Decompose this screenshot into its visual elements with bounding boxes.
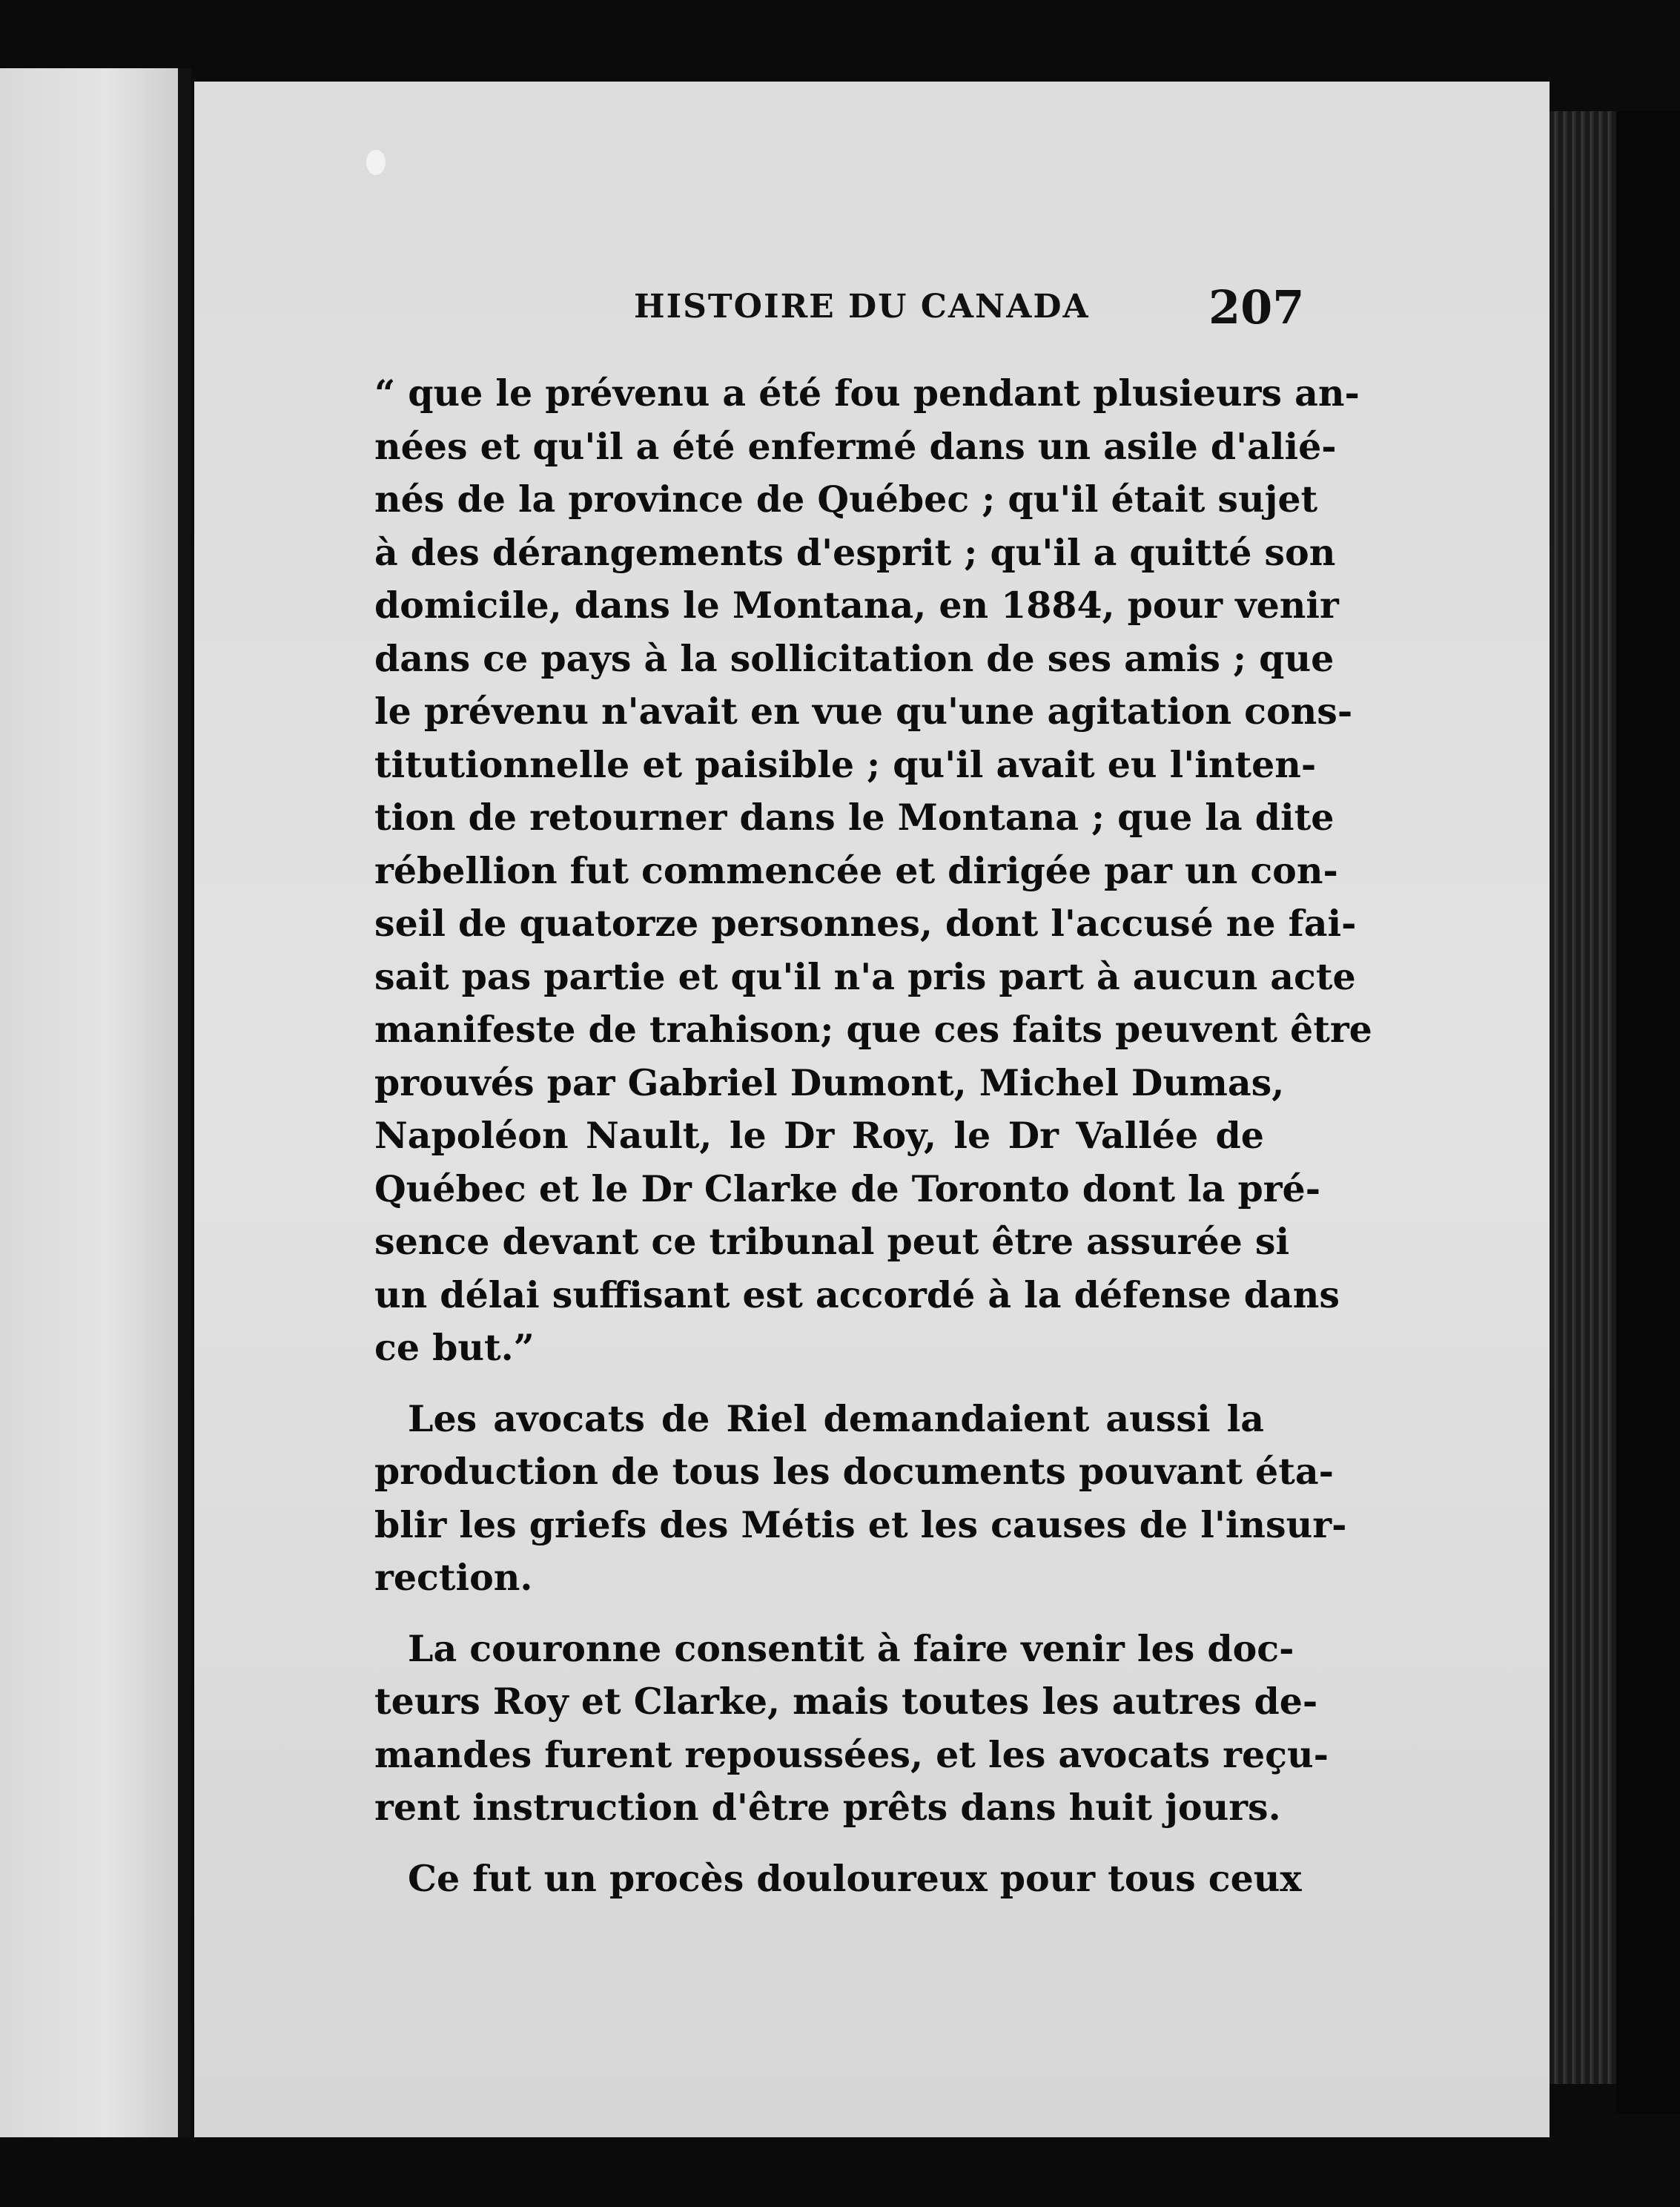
text-line: rébellion fut commencée et dirigée par un con- xyxy=(374,848,1338,892)
text-line: rection. xyxy=(374,1556,533,1599)
paragraph-avocats xyxy=(374,1393,1347,1605)
text-line: manifeste de trahison; que ces faits peuvent être xyxy=(374,1008,1372,1051)
text-line: le prévenu n'avait en vue qu'une agitation cons- xyxy=(374,690,1353,733)
text-line: mandes furent repoussées, et les avocats reçu- xyxy=(374,1732,1329,1776)
paragraph-couronne xyxy=(374,1623,1329,1835)
text-line: nés de la province de Québec ; qu'il était sujet xyxy=(374,478,1318,521)
text-line: titutionnelle et paisible ; qu'il avait eu l'inten- xyxy=(374,742,1317,786)
book-gutter xyxy=(178,68,191,2137)
facing-page-fragment xyxy=(0,68,178,2137)
page-block-edge xyxy=(1550,111,1616,2084)
running-head: HISTOIRE DU CANADA xyxy=(634,288,1090,326)
paper-speck xyxy=(366,150,386,175)
text-line: production de tous les documents pouvant éta- xyxy=(374,1450,1334,1493)
body-text xyxy=(374,367,1372,1905)
text-line: sence devant ce tribunal peut être assurée si xyxy=(374,1220,1290,1263)
paragraph-proces xyxy=(374,1853,1302,1906)
text-line: Les avocats de Riel demandaient aussi la xyxy=(408,1396,1264,1440)
text-line: prouvés par Gabriel Dumont, Michel Dumas, xyxy=(374,1060,1285,1104)
text-line: Québec et le Dr Clarke de Toronto dont la pré- xyxy=(374,1167,1321,1210)
page-header xyxy=(386,280,1305,334)
text-line: La couronne consentit à faire venir les doc- xyxy=(408,1626,1294,1670)
text-line: nées et qu'il a été enfermé dans un asile d'alié- xyxy=(374,424,1337,468)
text-line: rent instruction d'être prêts dans huit jours. xyxy=(374,1786,1281,1829)
scan-border xyxy=(1616,111,1680,2114)
text-line: seil de quatorze personnes, dont l'accusé ne fai- xyxy=(374,902,1357,945)
text-line: Napoléon Nault, le Dr Roy, le Dr Vallée de xyxy=(374,1114,1264,1157)
text-line: blir les griefs des Métis et les causes de l'insur- xyxy=(374,1502,1347,1546)
text-line: un délai suffisant est accordé à la défense dans xyxy=(374,1273,1340,1316)
page-number: 207 xyxy=(1208,280,1305,334)
text-line: dans ce pays à la sollicitation de ses amis ; que xyxy=(374,636,1335,680)
paragraph-quote xyxy=(374,367,1372,1375)
text-line: ce but.” xyxy=(374,1326,535,1369)
text-line: Ce fut un procès douloureux pour tous ceux xyxy=(408,1856,1302,1900)
text-line: “ que le prévenu a été fou pendant plusieurs an- xyxy=(374,372,1360,415)
text-line: tion de retourner dans le Montana ; que la dite xyxy=(374,796,1335,839)
text-line: sait pas partie et qu'il n'a pris part à aucun acte xyxy=(374,954,1356,998)
text-line: domicile, dans le Montana, en 1884, pour venir xyxy=(374,584,1339,627)
text-line: teurs Roy et Clarke, mais toutes les autres de- xyxy=(374,1680,1318,1723)
text-line: à des dérangements d'esprit ; qu'il a quitté son xyxy=(374,530,1336,574)
